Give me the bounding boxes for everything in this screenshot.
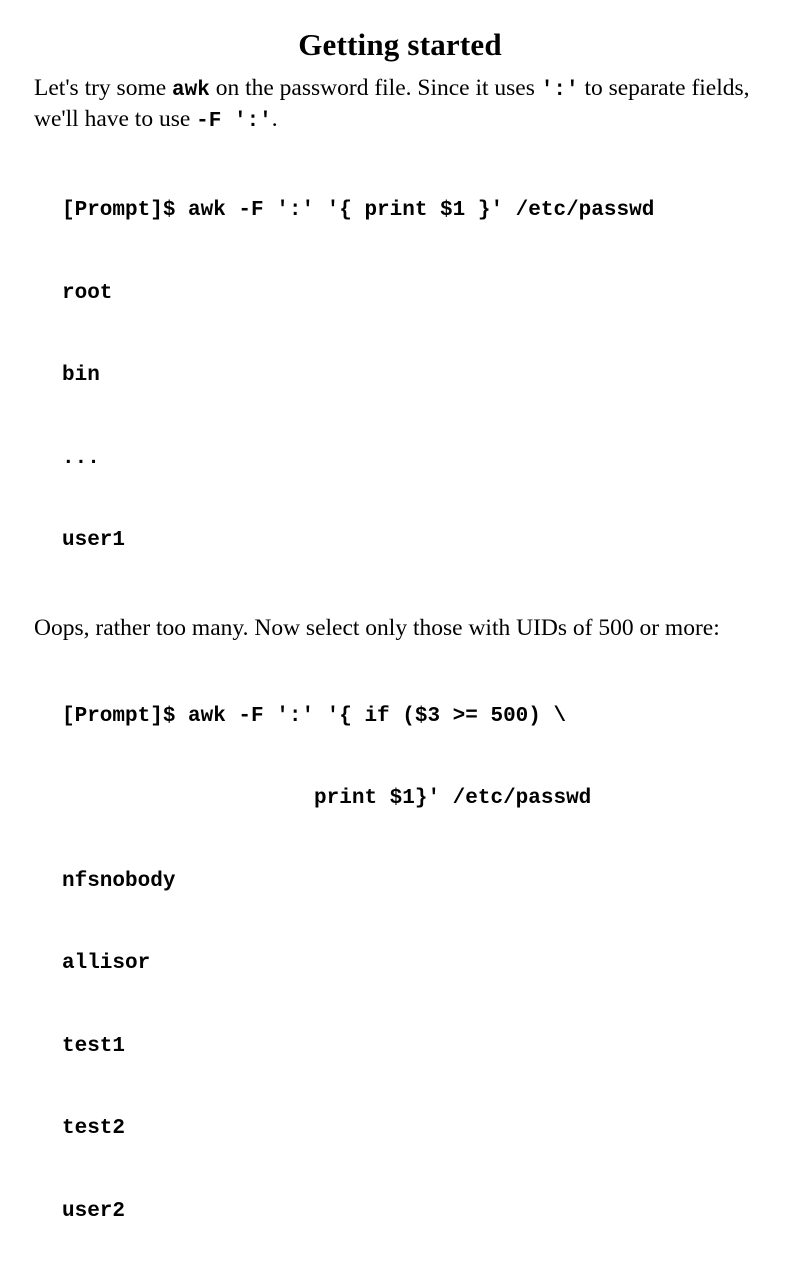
intro-paragraph (34, 74, 766, 136)
code-line: [Prompt]$ awk -F ':' '{ if ($3 >= 500) \ (62, 703, 766, 731)
inline-code-fflag: -F ':' (196, 110, 272, 133)
code-line: ... (62, 445, 766, 473)
code-line: test2 (62, 1115, 766, 1143)
page-title: Getting started (34, 26, 766, 64)
code-line: bin (62, 362, 766, 390)
code-line: print $1}' /etc/passwd (62, 785, 766, 813)
code-line: user2 (62, 1198, 766, 1226)
code-line: [Prompt]$ awk -F ':' '{ print $1 }' /etc/passwd (62, 197, 766, 225)
slide (0, 0, 800, 600)
second-paragraph: Oops, rather too many. Now select only those with UIDs of 500 or more: (34, 614, 766, 642)
code-block-first (34, 142, 766, 610)
code-line: allisor (62, 950, 766, 978)
intro-text-part2: on the password file. Since it uses (210, 75, 541, 101)
code-line: user1 (62, 527, 766, 555)
code-block-second (34, 648, 766, 1280)
intro-text-part4: . (272, 106, 278, 132)
intro-text-part3: to separate fields, we'll have to use (34, 75, 750, 132)
intro-text-part1: Let's try some (34, 75, 172, 101)
code-line: root (62, 280, 766, 308)
inline-code-awk: awk (172, 79, 210, 102)
code-line: test1 (62, 1033, 766, 1061)
inline-code-colon: ':' (541, 79, 579, 102)
code-line: nfsnobody (62, 868, 766, 896)
